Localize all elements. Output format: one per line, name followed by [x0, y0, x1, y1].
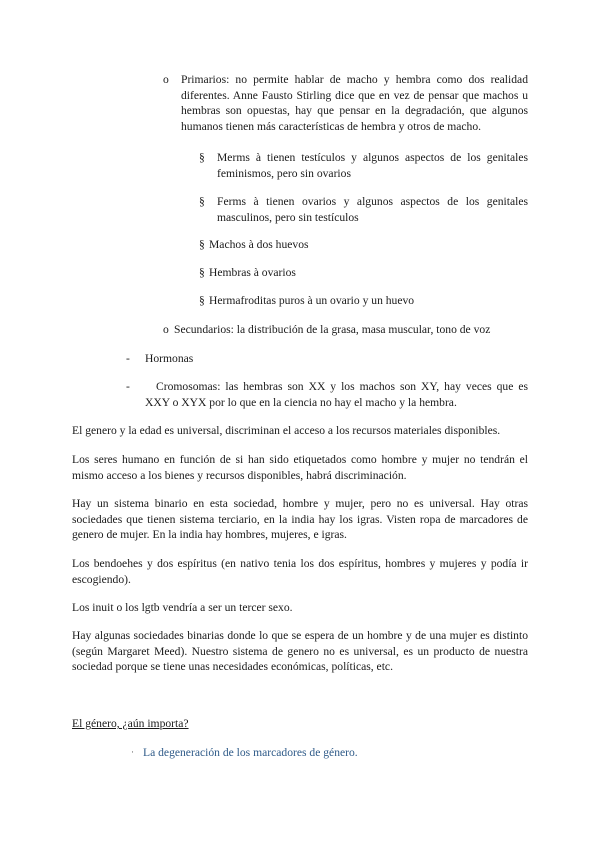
section-marker: § [199, 151, 205, 164]
section-marker: § [199, 238, 205, 251]
sub-item-text: Hembras à ovarios [209, 266, 296, 279]
paragraph: Los seres humano en función de si han sido etiquetados como hombre y mujer no tendrán el mismo acceso a los bienes y recursos disponibles, habrá discriminación. [72, 453, 528, 482]
sub-item-text: Machos à dos huevos [209, 238, 309, 251]
paragraph: El genero y la edad es universal, discriminan el acceso a los recursos materiales disponibles. [72, 424, 501, 437]
list-item-text: Cromosomas: las hembras son XX y los machos son XY, hay veces que es XXY o XYX por lo que en la ciencia no hay el macho y la hembra. [145, 380, 528, 409]
dash-marker: - [126, 352, 130, 365]
section-marker: § [199, 266, 205, 279]
outline-marker-o: o [163, 323, 169, 336]
list-item-text: Hormonas [145, 352, 194, 365]
outline-marker-o: o [163, 73, 169, 86]
section-heading: El género, ¿aún importa? [72, 717, 189, 730]
paragraph: Hay algunas sociedades binarias donde lo que se espera de un hombre y de una mujer es distinto (según Margaret Meed). Nuestro sistema de genero no es universal, es un producto de nuestra sociedad porque se tiene unas necesidades económicas, políticas, etc. [72, 629, 528, 674]
section-marker: § [199, 294, 205, 307]
sub-item-text: Hermafroditas puros à un ovario y un huevo [209, 294, 415, 307]
dash-marker: - [126, 380, 130, 393]
sub-item-text: Ferms à tienen ovarios y algunos aspectos de los genitales masculinos, pero sin testículos [217, 195, 528, 224]
paragraph: Los inuit o los lgtb vendría a ser un tercer sexo. [72, 601, 293, 614]
bullet-marker: · [131, 747, 134, 757]
section-marker: § [199, 195, 205, 208]
outline-text-secundarios: Secundarios: la distribución de la grasa, masa muscular, tono de voz [174, 323, 491, 336]
paragraph: Los bendoehes y dos espíritus (en nativo tenia los dos espíritus, hombres y mujeres y podía ir escogiendo). [72, 557, 528, 586]
section-bullet-text: La degeneración de los marcadores de género. [143, 746, 358, 759]
sub-item-text: Merms à tienen testículos y algunos aspectos de los genitales feminismos, pero sin ovarios [217, 151, 528, 180]
outline-text-primarios: Primarios: no permite hablar de macho y hembra como dos realidad diferentes. Anne Fausto Stirling dice que en vez de pensar que machos u hembras son opuestas, hay que pensar en la degradación, que algunos humanos tienen más características de hembra y otros de macho. [181, 73, 528, 133]
paragraph: Hay un sistema binario en esta sociedad, hombre y mujer, pero no es universal. Hay otras sociedades que tienen sistema terciario, en la india hay los igras. Visten ropa de marcadores de genero de mujer. En la india hay hombres, mujeres, e igras. [72, 497, 528, 542]
